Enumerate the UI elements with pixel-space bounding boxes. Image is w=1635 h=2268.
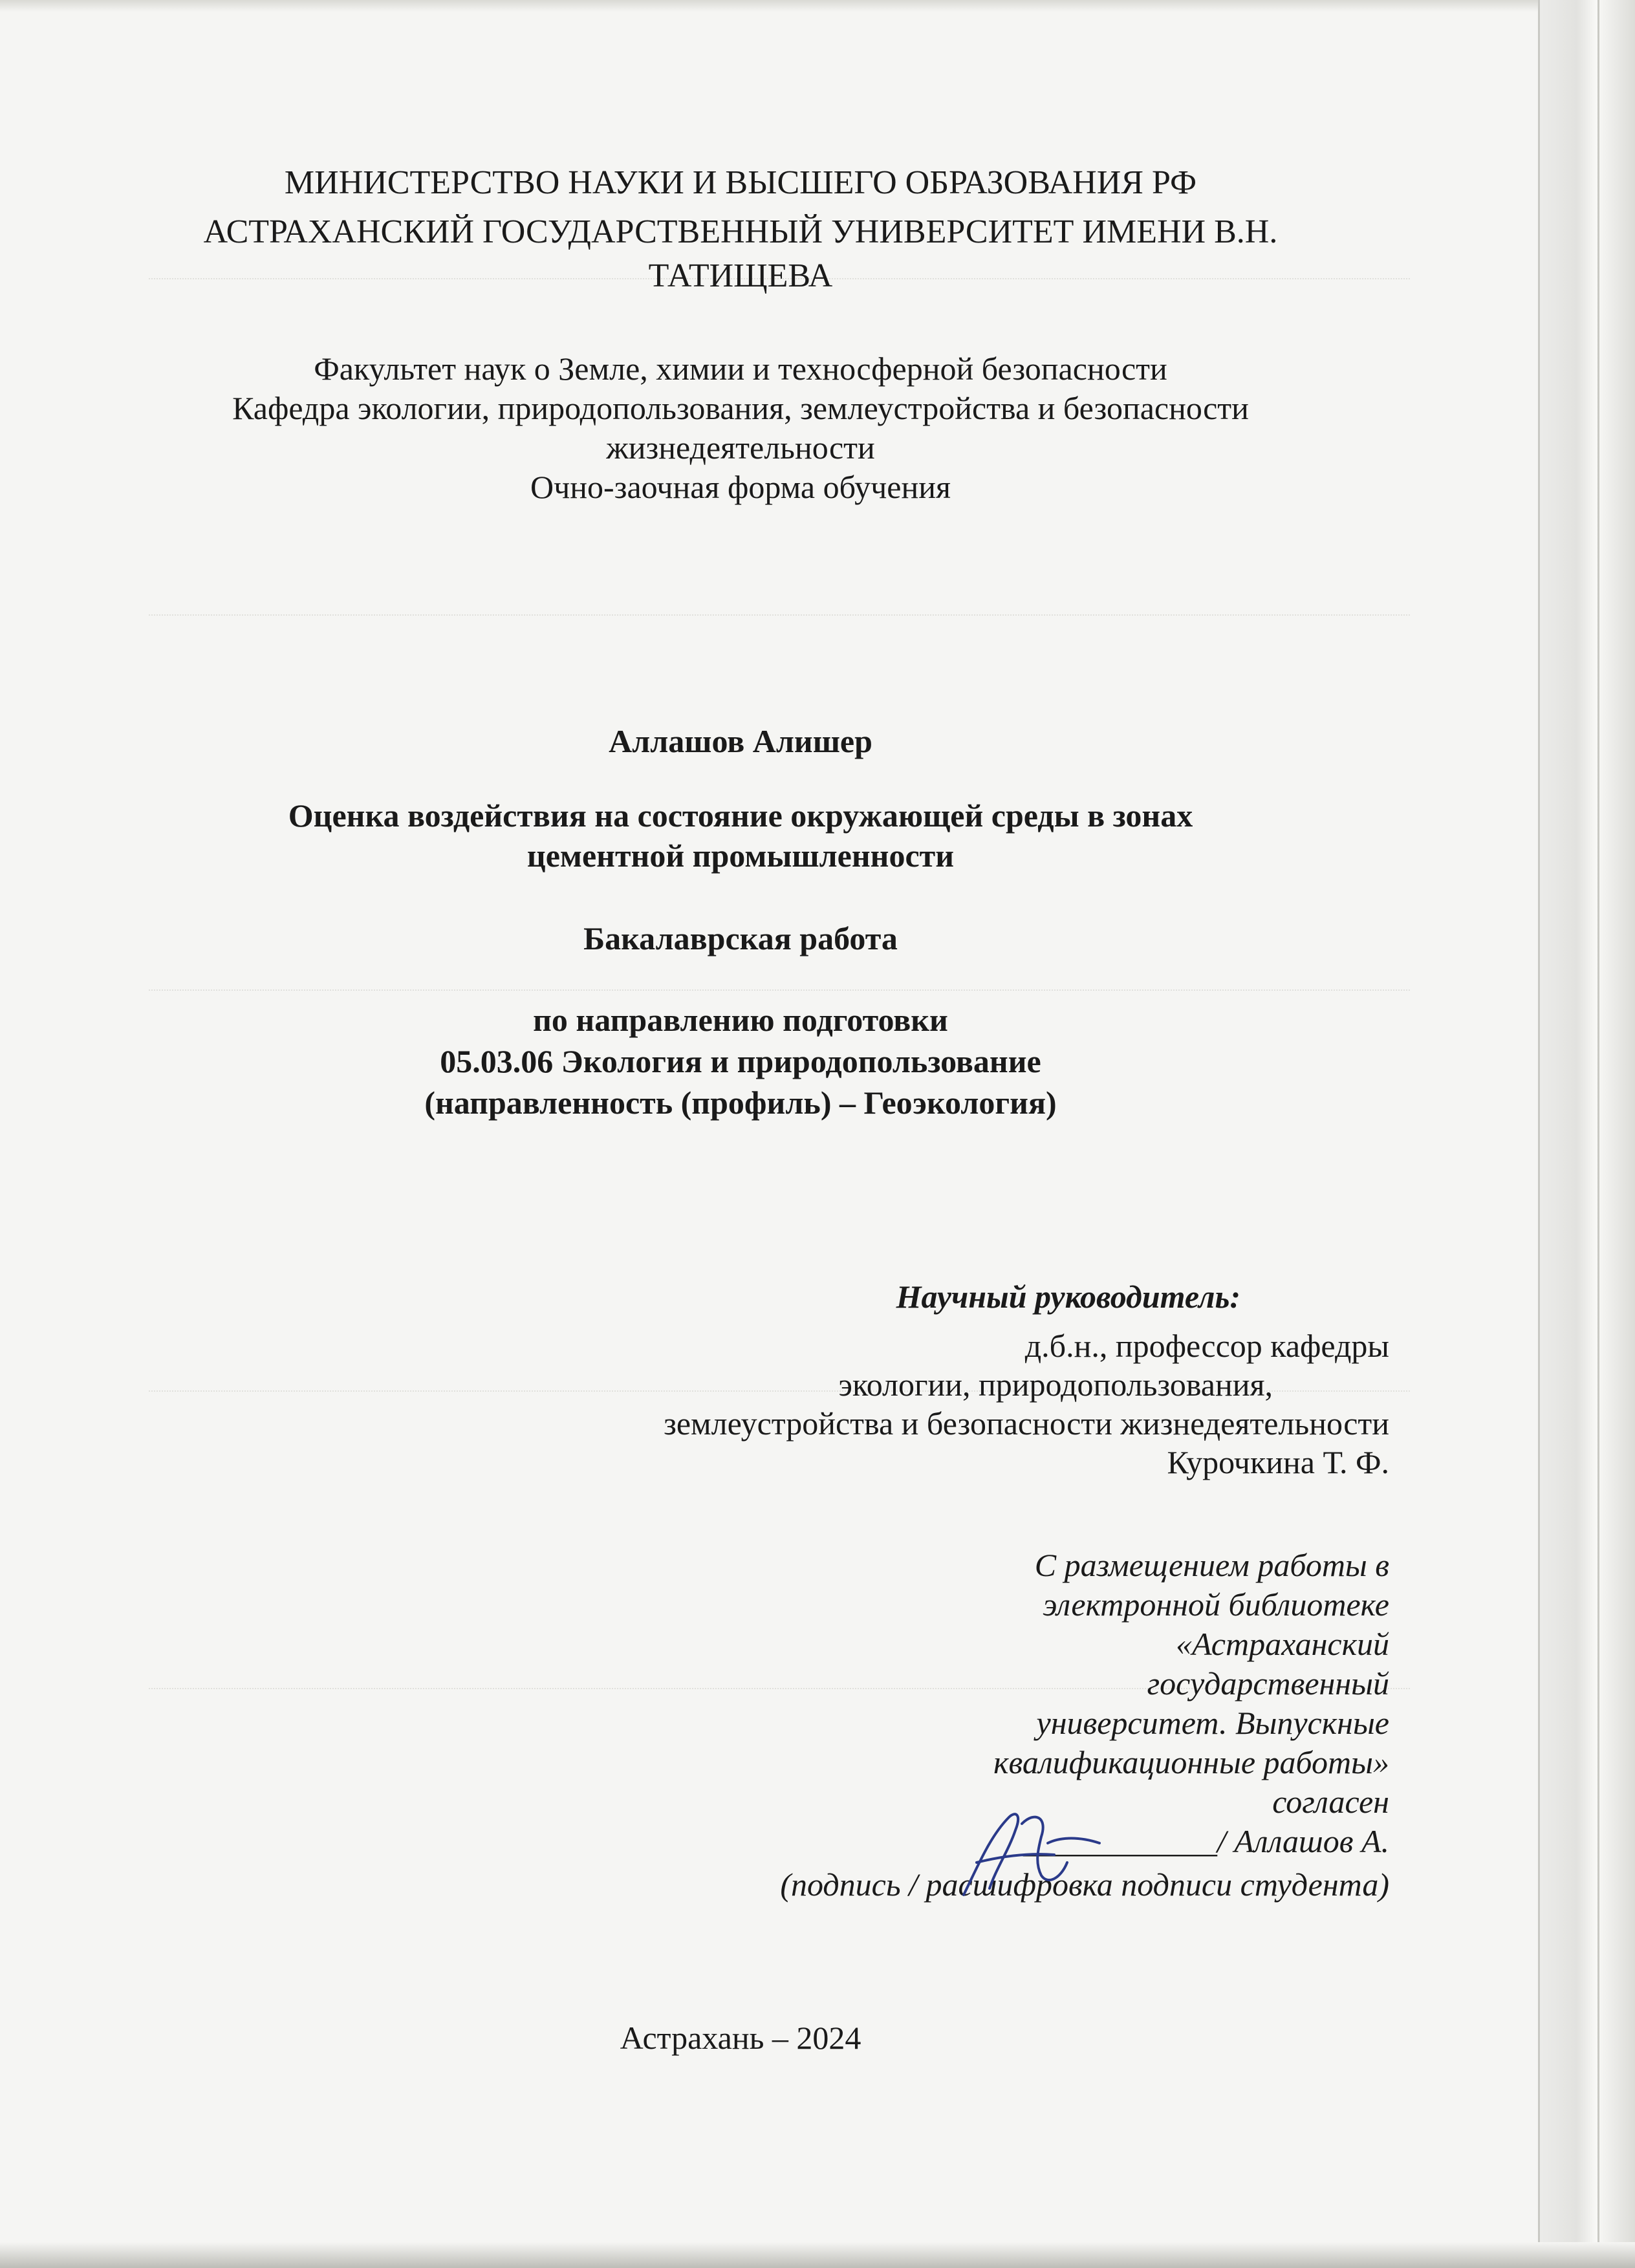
paper-fold-line [1597,0,1599,2268]
work-type: Бакалаврская работа [583,920,898,956]
thesis-title-line1: Оценка воздействия на состояние окружающей среды в зонах [288,797,1193,834]
signature-caption: (подпись / расшифровка подписи студента) [780,1866,1389,1903]
city-year: Астрахань – 2024 [620,2020,861,2056]
supervisor-name: Курочкина Т. Ф. [1167,1444,1389,1480]
consent-line: «Астраханский [1175,1626,1389,1662]
paper-bottom-edge [0,2242,1635,2268]
university-name-cont: ТАТИЩЕВА [648,257,833,294]
consent-agreed: согласен [1272,1784,1389,1820]
direction-code: 05.03.06 Экология и природопользование [440,1043,1041,1079]
institution-header [155,158,1326,296]
direction-label: по направлению подготовки [533,1002,948,1038]
supervisor-label: Научный руководитель: [896,1279,1240,1315]
study-form: Очно-заочная форма обучения [530,469,951,505]
consent-line: государственный [1147,1665,1389,1701]
direction-block [155,999,1326,1123]
university-name: АСТРАХАНСКИЙ ГОСУДАРСТВЕННЫЙ УНИВЕРСИТЕТ ИМЕНИ В.Н. [203,213,1278,250]
faculty-block [155,349,1326,507]
handwritten-signature [951,1798,1106,1908]
department-name-cont: жизнедеятельности [606,429,875,466]
consent-line: университет. Выпускные [1036,1705,1389,1741]
consent-line: квалификационные работы» [993,1744,1389,1780]
thesis-title-line2: цементной промышленности [526,837,955,874]
faculty-name: Факультет наук о Земле, химии и техносферной безопасности [314,351,1167,387]
show-through-lines [149,614,1410,616]
thesis-title [155,795,1326,876]
supervisor-department: экологии, природопользования, [838,1366,1273,1403]
supervisor-block [419,1277,1389,1482]
consent-line: электронной библиотеке [1043,1586,1389,1623]
paper-fold-line [1538,0,1540,2268]
signature-line: ____________/ Аллашов А. [1023,1823,1389,1859]
ministry-name: МИНИСТЕРСТВО НАУКИ И ВЫСШЕГО ОБРАЗОВАНИЯ РФ [284,164,1197,201]
department-name: Кафедра экологии, природопользования, землеустройства и безопасности [232,390,1249,426]
consent-line: С размещением работы в [1034,1547,1389,1583]
supervisor-department-cont: землеустройства и безопасности жизнедеятельности [664,1405,1389,1442]
paper-right-edge [1538,0,1635,2268]
show-through-lines [149,989,1410,991]
consent-block [419,1546,1389,1905]
paper-top-edge [0,0,1635,12]
author-name: Аллашов Алишер [609,723,872,759]
supervisor-degree: д.б.н., профессор кафедры [1024,1328,1389,1364]
direction-profile: (направленность (профиль) – Геоэкология) [424,1085,1057,1121]
